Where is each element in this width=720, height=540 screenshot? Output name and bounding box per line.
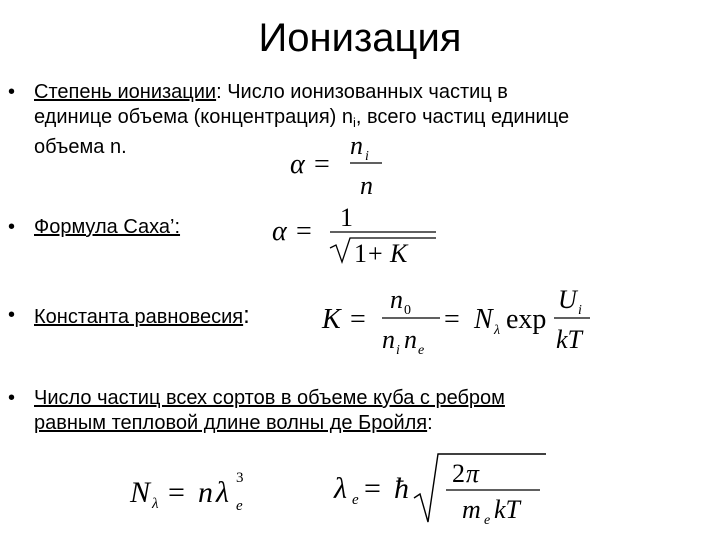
bullet-line-3: объема n.	[34, 136, 127, 158]
svg-text:α: α	[290, 149, 305, 180]
svg-text:+: +	[368, 239, 383, 268]
svg-text:n: n	[350, 131, 363, 160]
svg-text:1: 1	[354, 239, 367, 268]
formula-ionization-degree	[290, 128, 410, 198]
svg-text:n: n	[404, 325, 417, 354]
svg-text:e: e	[418, 343, 425, 358]
svg-text:K: K	[322, 304, 341, 335]
definition-text-2b: , всего частиц единице	[355, 106, 570, 128]
svg-text:N: N	[474, 304, 493, 335]
svg-text:e: e	[352, 492, 359, 508]
svg-text:i: i	[578, 303, 582, 318]
svg-text:i: i	[396, 343, 400, 358]
subscript-i: i	[353, 115, 356, 130]
term-saha-formula: Формула Саха’:	[34, 216, 181, 238]
svg-text:=: =	[296, 216, 312, 247]
svg-text:=: =	[350, 304, 366, 335]
definition-text: : Число ионизованных частиц в	[216, 81, 508, 103]
svg-text:n: n	[390, 285, 403, 314]
svg-text:0: 0	[404, 303, 411, 318]
svg-text:1: 1	[340, 203, 353, 232]
svg-text:λ: λ	[216, 476, 229, 509]
svg-text:kT: kT	[556, 325, 582, 354]
bullet-marker: •	[8, 387, 16, 409]
formula-particle-count	[130, 462, 300, 522]
colon: :	[427, 412, 433, 434]
svg-text:=: =	[444, 304, 460, 335]
term-ionization-degree: Степень ионизации	[34, 81, 217, 103]
bullet-equilibrium-constant	[8, 302, 250, 330]
bullet-line-1	[34, 80, 569, 105]
svg-text:n: n	[382, 325, 395, 354]
bullet-saha-formula	[8, 215, 181, 240]
bullet-marker: •	[8, 304, 16, 326]
svg-text:e: e	[484, 513, 491, 528]
svg-text:n: n	[360, 171, 373, 200]
svg-text:=: =	[168, 476, 185, 509]
term-equilibrium-constant: Константа равновесия	[34, 306, 244, 328]
svg-text:kT: kT	[494, 495, 520, 524]
svg-text:α: α	[272, 216, 287, 247]
colon: :	[243, 302, 250, 329]
formula-saha	[272, 202, 442, 272]
svg-text:N: N	[130, 476, 151, 509]
debroglie-text: равным тепловой длине волны де Бройля	[34, 412, 428, 434]
svg-text:exp: exp	[506, 304, 547, 335]
svg-text:=: =	[364, 472, 381, 505]
formula-debroglie-wavelength	[334, 448, 554, 528]
svg-text:i: i	[365, 149, 369, 164]
svg-text:K: K	[390, 239, 408, 268]
svg-text:ħ: ħ	[394, 472, 409, 505]
svg-text:3: 3	[236, 470, 244, 486]
svg-text:=: =	[314, 149, 330, 180]
formula-equilibrium-constant	[322, 282, 602, 362]
bullet-line-1: Число частиц всех сортов в объеме куба с ребром	[34, 387, 505, 409]
definition-text-2a: единице объема (концентрация) n	[34, 106, 354, 128]
svg-text:λ: λ	[152, 496, 159, 512]
svg-text:2: 2	[452, 459, 465, 488]
svg-text:λ: λ	[494, 323, 501, 338]
svg-text:U: U	[558, 285, 577, 314]
bullet-marker: •	[8, 216, 16, 238]
bullet-line-2	[34, 411, 505, 436]
bullet-particle-count	[8, 386, 505, 436]
bullet-marker: •	[8, 81, 16, 103]
svg-text:e: e	[236, 498, 243, 514]
svg-text:n: n	[198, 476, 213, 509]
svg-text:π: π	[466, 459, 480, 488]
svg-text:λ: λ	[334, 472, 347, 505]
svg-text:m: m	[462, 495, 481, 524]
slide-title: Ионизация	[258, 16, 462, 60]
